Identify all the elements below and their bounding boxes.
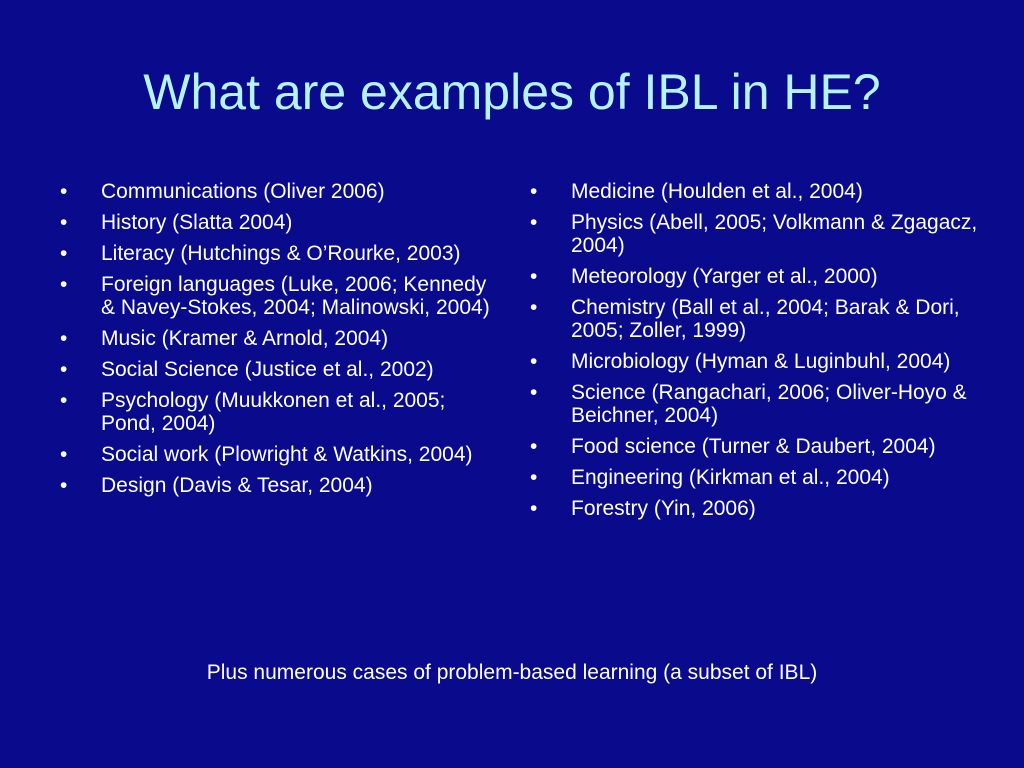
- bullet-icon: •: [530, 350, 538, 373]
- list-item-text: Engineering (Kirkman et al., 2004): [571, 466, 890, 489]
- list-item-text: Social work (Plowright & Watkins, 2004): [101, 443, 473, 466]
- list-item: [60, 211, 490, 234]
- list-item-text: Literacy (Hutchings & O’Rourke, 2003): [101, 242, 461, 265]
- bullet-icon: •: [60, 443, 68, 466]
- list-item: [530, 466, 980, 489]
- list-item-text: Meteorology (Yarger et al., 2000): [571, 265, 878, 288]
- bullet-icon: •: [60, 180, 68, 203]
- footer-note: Plus numerous cases of problem-based learning (a subset of IBL): [206, 661, 818, 684]
- list-item: [530, 180, 980, 203]
- bullet-icon: •: [530, 497, 538, 520]
- bullet-icon: •: [530, 265, 538, 288]
- bullet-icon: •: [60, 211, 68, 234]
- list-item: [530, 435, 980, 458]
- list-item: [60, 443, 490, 466]
- bullet-icon: •: [60, 327, 68, 350]
- list-item-text: Chemistry (Ball et al., 2004; Barak & Dori, 2005; Zoller, 1999): [571, 296, 960, 342]
- bullet-icon: •: [530, 296, 538, 319]
- list-item: [530, 497, 980, 520]
- list-item-text: Foreign languages (Luke, 2006; Kennedy & Navey-Stokes, 2004; Malinowski, 2004): [101, 273, 490, 319]
- list-item-text: Microbiology (Hyman & Luginbuhl, 2004): [571, 350, 951, 373]
- slide-title: What are examples of IBL in HE?: [143, 64, 881, 120]
- list-item-text: Food science (Turner & Daubert, 2004): [571, 435, 936, 458]
- bullet-icon: •: [60, 389, 68, 412]
- list-item: [60, 273, 490, 319]
- list-item: [530, 265, 980, 288]
- list-item: [60, 358, 490, 381]
- list-item: [530, 211, 980, 257]
- bullet-icon: •: [60, 273, 68, 296]
- bullet-icon: •: [60, 358, 68, 381]
- list-item-text: Forestry (Yin, 2006): [571, 497, 756, 520]
- list-item: [530, 381, 980, 427]
- list-item: [60, 389, 490, 435]
- right-bullet-list: [530, 180, 980, 528]
- list-item: [60, 327, 490, 350]
- list-item-text: Social Science (Justice et al., 2002): [101, 358, 434, 381]
- list-item-text: Music (Kramer & Arnold, 2004): [101, 327, 389, 350]
- bullet-icon: •: [60, 242, 68, 265]
- list-item: [530, 296, 980, 342]
- list-item-text: Communications (Oliver 2006): [101, 180, 385, 203]
- list-item-text: Science (Rangachari, 2006; Oliver-Hoyo & Beichner, 2004): [571, 381, 967, 427]
- left-bullet-list: [60, 180, 490, 505]
- bullet-icon: •: [530, 211, 538, 234]
- list-item: [60, 242, 490, 265]
- list-item: [530, 350, 980, 373]
- bullet-icon: •: [530, 180, 538, 203]
- bullet-icon: •: [530, 466, 538, 489]
- list-item-text: Medicine (Houlden et al., 2004): [571, 180, 863, 203]
- list-item-text: Psychology (Muukkonen et al., 2005; Pond, 2004): [101, 389, 446, 435]
- list-item-text: Design (Davis & Tesar, 2004): [101, 474, 373, 497]
- bullet-icon: •: [530, 435, 538, 458]
- bullet-icon: •: [60, 474, 68, 497]
- bullet-icon: •: [530, 381, 538, 404]
- list-item-text: History (Slatta 2004): [101, 211, 293, 234]
- list-item-text: Physics (Abell, 2005; Volkmann & Zgagacz, 2004): [571, 211, 978, 257]
- list-item: [60, 180, 490, 203]
- list-item: [60, 474, 490, 497]
